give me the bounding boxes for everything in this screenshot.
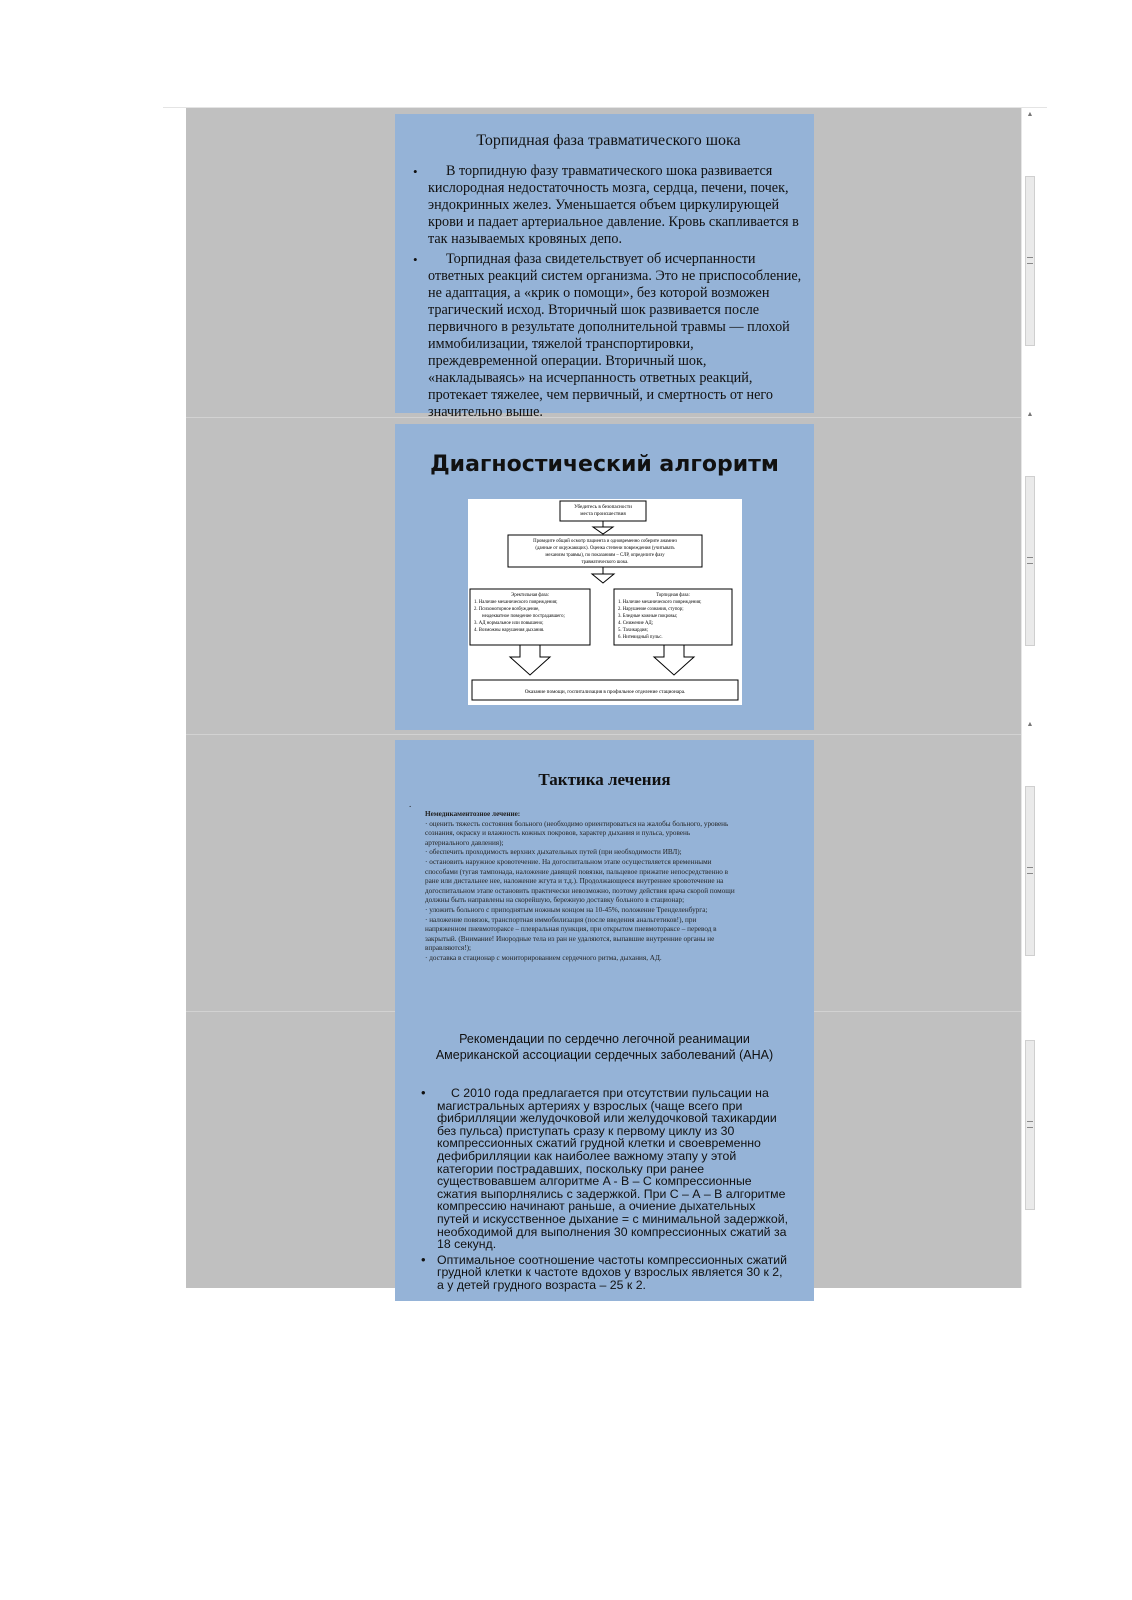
flow-torpid-item: 3. Бледные кожные покровы; (618, 614, 678, 619)
flow-erectile-item: 4. Возможны нарушения дыхания. (474, 628, 545, 633)
flow-box-exam-line1: Проведите общий осмотр пациента и одновременно соберите анамнез (533, 539, 677, 544)
flow-arrow-down (654, 645, 694, 675)
flow-erectile-item: 3. АД нормальное или повышено; (474, 621, 544, 626)
flow-box-exam-line4: травматического шока. (581, 560, 629, 565)
treatment-text (409, 799, 785, 964)
list-item: • С 2010 года предлагается при отсутствии пульсации на магистральных артериях у взрослых (чаще всего при фибрилляции желудочковой или желудочковой тахикардии без пульса) приступать сразу к первому циклу из 30 компрессионных сжатий грудной клетки и своевременно дефибрилляции как наиболее важному этапу у этой категории пострадавших, поскольку при ранее существовавшем алгоритме A - B – C компрессионные сжатия выпорлнялись с задержкой. При С – А – В алгоритме компрессию начинают раньше, а очиение дыхательных путей и искусственное дыхание = с минимальной задержкой, необходимой для выполнения 30 компрессионных сжатий за 18 секунд. (437, 1087, 790, 1251)
treatment-heading: Немедикаментозное лечение: (425, 810, 521, 818)
treatment-line: догоспитальном этапе остановить практически невозможно, поэтому действия врача скорой помощи (425, 886, 735, 895)
treatment-line: · уложить больного с приподнятым ножным концом на 10-45%, положение Тренделенбурга; (425, 905, 708, 914)
vertical-scrollbar[interactable] (1021, 108, 1038, 1288)
slide-title: Торпидная фаза травматического шока (476, 132, 741, 149)
slide-title: Рекомендации по сердечно легочной реанимации Американской ассоциации сердечных заболеваний (АНА) (435, 1032, 774, 1062)
flow-torpid-item: 1. Наличие механического повреждения; (618, 600, 702, 605)
slide-diagnostic-algorithm (395, 424, 814, 730)
scroll-thumb[interactable] (1025, 786, 1035, 956)
bullet-list (419, 1087, 790, 1292)
slide-aha-recommendations (395, 1013, 814, 1301)
treatment-line: сознания, окраску и влажность кожных покровов, характер дыхания и пульса, уровень (425, 829, 691, 838)
treatment-line: · обеспечить проходимость верхних дыхательных путей (при необходимости ИВЛ); (425, 848, 682, 857)
flow-torpid-item: 2. Нарушение сознания, ступор; (618, 607, 684, 612)
scroll-thumb[interactable] (1025, 176, 1035, 346)
list-item: • Оптимальное соотношение частоты компрессионных сжатий грудной клетки к частоте вдохов у взрослых является 30 к 2, а у детей грудного возраста – 25 к 2. (437, 1254, 790, 1292)
treatment-line: должны быть направлены на скорейшую, бережную доставку больного в стационар; (425, 896, 685, 905)
flowchart (468, 499, 742, 705)
treatment-line: · остановить наружное кровотечение. На догоспитальном этапе осуществляется временными (425, 857, 712, 866)
slide-title: Диагностический алгоритм (430, 452, 779, 477)
flow-box-hospitalization-text: Оказание помощи, госпитализация в профильное отделение стационара. (524, 689, 686, 695)
bullet-list (428, 163, 802, 421)
stray-dot: . (409, 799, 412, 809)
flow-erectile-item: неадекватное поведение пострадавшего; (482, 614, 565, 619)
treatment-line: · доставка в стационар с мониторированием сердечного ритма, дыхания, АД. (425, 953, 662, 962)
scroll-thumb[interactable] (1025, 476, 1035, 646)
flow-torpid-item: 5. Тахикардия; (618, 628, 648, 633)
flow-box-safety-line2: места происшествия (580, 511, 626, 517)
scroll-up-icon[interactable]: ▲ (1026, 110, 1034, 118)
flow-box-exam-line3: механизм травмы), по показаниям – СЛР, определите фазу (545, 553, 665, 558)
slide-title: Тактика лечения (538, 770, 671, 789)
scroll-up-icon[interactable]: ▲ (1026, 720, 1034, 728)
scroll-thumb[interactable] (1025, 1040, 1035, 1210)
treatment-line: вправляются!); (425, 944, 471, 953)
slide-torpid-phase (395, 114, 814, 420)
treatment-line: закрытый. (Внимание! Инородные тела из ран не удаляются, выпавшие внутренние органы не (425, 934, 715, 943)
treatment-line: артериального давления); (425, 838, 504, 847)
slide-treatment-tactics (395, 740, 814, 1014)
document-viewer[interactable] (186, 108, 1021, 1292)
treatment-line: · наложение повязок, транспортная иммобилизация (после введения анальгетиков!), при (425, 915, 697, 924)
flow-arrow-down (510, 645, 550, 675)
scroll-up-icon[interactable]: ▲ (1026, 410, 1034, 418)
flow-torpid-heading: Торпидная фаза: (656, 593, 690, 598)
treatment-line: ране или дистальнее нее, наложение жгута и т.д.). Продолжающееся внутреннее кровотечение на (425, 877, 724, 886)
flow-erectile-item: 2. Психомоторное возбуждение, (474, 607, 540, 612)
treatment-line: напряженном пневмотораксе – плевральная пункция, при открытом пневмотораксе – перевод в (425, 925, 717, 934)
flow-torpid-item: 6. Нитевидный пульс. (618, 635, 663, 640)
list-item: • Торпидная фаза свидетельствует об исчерпанности ответных реакций систем организма. Это не приспособление, не адаптация, а «крик о помощи», без которой возможен трагический исход. Вторичный шок развивается после первичного в результате дополнительной травмы — плохой иммобилизации, тяжелой транспортировки, преждевременной операции. Вторичный шок, «накладываясь» на исчерпанность ответных реакций, протекает тяжелее, чем первичный, и смертность от него значительно выше. (428, 251, 802, 421)
flow-erectile-item: 1. Наличие механического повреждения; (474, 600, 558, 605)
flow-box-exam-line2: (данные от окружающих). Оценка степени повреждения (учитывать (535, 546, 675, 551)
treatment-line: способами (тугая тампонада, наложение давящей повязки, пальцевое прижатие непосредственно в (425, 867, 729, 876)
flow-arrow-down (593, 527, 613, 534)
treatment-line: · оценить тяжесть состояния больного (необходимо ориентироваться на жалобы больного, уровень (425, 819, 729, 828)
flow-arrow-down (592, 574, 614, 583)
flow-erectile-heading: Эректильная фаза: (511, 593, 549, 598)
list-item: • В торпидную фазу травматического шока развивается кислородная недостаточность мозга, сердца, печени, почек, эндокринных желез. Уменьшается объем циркулирующей крови и падает артериальное давление. Кровь скапливается в так называемых кровяных депо. (428, 163, 802, 248)
flow-torpid-item: 4. Снижение АД; (618, 621, 654, 626)
flow-box-safety-line1: Убедитесь в безопасности (574, 504, 632, 510)
pane-separator (186, 734, 1021, 735)
